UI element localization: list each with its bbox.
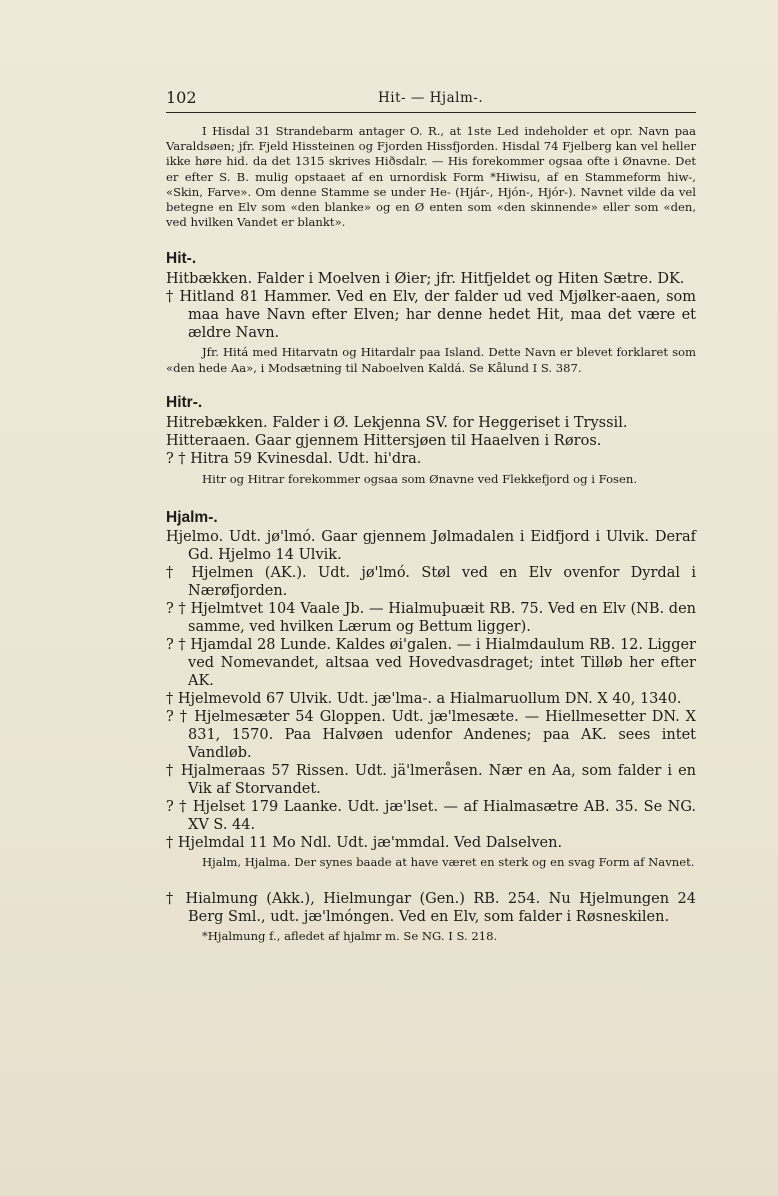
running-title: Hit- — Hjalm-. — [378, 90, 484, 106]
entry: Hitrebækken. Falder i Ø. Lekjenna SV. for Heggeriset i Tryssil. — [166, 414, 628, 431]
entry: † Hjelmen (AK.). Udt. jø'lmó. Støl ved en Elv ovenfor Dyrdal i Nærøfjorden. — [166, 565, 696, 600]
entry: † Hjelmdal 11 Mo Ndl. Udt. jæ'mmdal. Ved Dalselven. — [166, 835, 563, 852]
section-hit — [166, 250, 696, 375]
entry: Hjelmo. Udt. jø'lmó. Gaar gjennem Jølmadalen i Eidfjord i Ulvik. Deraf Gd. Hjelmo 14 Ulvik. — [166, 529, 696, 564]
final-block — [166, 890, 696, 944]
section-note: Jfr. Hitá med Hitarvatn og Hitardalr paa Island. Dette Navn er blevet forklaret som «den hede Aa», i Modsætning til Naboelven Kaldá. Se Kålund I S. 387. — [166, 345, 696, 375]
section-note: Hjalm, Hjalma. Der synes baade at have været en sterk og en svag Form af Navnet. — [202, 855, 695, 870]
entry: † Hitland 81 Hammer. Ved en Elv, der falder ud ved Mjølker-aaen, som maa have Navn efter Elven; har denne hedet Hit, maa det være et ældre Navn. — [166, 289, 696, 342]
section-heading: Hjalm-. — [166, 509, 218, 527]
entry: † Hjelmevold 67 Ulvik. Udt. jæ'lma-. a Hialmaruollum DN. X 40, 1340. — [166, 691, 682, 708]
section-heading: Hit-. — [166, 250, 197, 268]
section-hjalm — [166, 509, 696, 870]
entry: † Hjalmeraas 57 Rissen. Udt. jä'lmeråsen. Nær en Aa, som falder i en Vik af Storvandet. — [166, 763, 696, 798]
section-hitr — [166, 394, 696, 487]
header-rule — [166, 112, 696, 113]
page-header — [166, 88, 696, 110]
page-body — [166, 124, 696, 944]
section-heading: Hitr-. — [166, 393, 203, 411]
page-number: 102 — [166, 88, 197, 107]
intro-paragraph: I Hisdal 31 Strandebarm antager O. R., at 1ste Led indeholder et opr. Navn paa Varaldsøen; jfr. Fjeld Hissteinen og Fjorden Hissfjorden. Hisdal 74 Fjelberg kan vel heller ikke høre hid. da det 1315 skrives Hiðsdalr. — His forekommer ogsaa ofte i Ønavne. Det er efter S. B. mulig opstaaet af en urnordisk Form *Hiwisu, af en Stammeform hiw-, «Skin, Farve». Om denne Stamme se under He- (Hjár-, Hjón-, Hjór-). Navnet vilde da vel betegne en Elv som «den blanke» og en Ø enten som «den skinnende» eller som «den, ved hvilken Vandet er blankt». — [166, 124, 696, 230]
entry: Hitteraaen. Gaar gjennem Hittersjøen til Haaelven i Røros. — [166, 432, 602, 449]
entry: † Hialmung (Akk.), Hielmungar (Gen.) RB. 254. Nu Hjelmungen 24 Berg Sml., udt. jæ'lmóngen. Ved en Elv, som falder i Røsneskilen. — [166, 891, 696, 926]
entry: ? † Hitra 59 Kvinesdal. Udt. hi'dra. — [166, 450, 422, 467]
final-note: *Hjalmung f., afledet af hjalmr m. Se NG. I S. 218. — [202, 929, 498, 944]
section-note: Hitr og Hitrar forekommer ogsaa som Ønavne ved Flekkefjord og i Fosen. — [202, 471, 638, 486]
entry: ? † Hjamdal 28 Lunde. Kaldes øi'galen. — i Hialmdaulum RB. 12. Ligger ved Nomevandet, altsaa ved Hovedvasdraget; intet Tilløb her efter AK. — [166, 637, 696, 690]
entry: ? † Hjelset 179 Laanke. Udt. jæ'lset. — af Hialmasætre AB. 35. Se NG. XV S. 44. — [166, 799, 696, 834]
entry: Hitbækken. Falder i Moelven i Øier; jfr. Hitfjeldet og Hiten Sætre. DK. — [166, 271, 685, 288]
entry: ? † Hjelmtvet 104 Vaale Jb. — Hialmuþuæit RB. 75. Ved en Elv (NB. den samme, ved hvilken Lærum og Bettum ligger). — [166, 601, 696, 636]
entry: ? † Hjelmesæter 54 Gloppen. Udt. jæ'lmesæte. — Hiellmesetter DN. X 831, 1570. Paa Halvøen udenfor Andenes; paa AK. sees intet Vandløb. — [166, 709, 696, 762]
